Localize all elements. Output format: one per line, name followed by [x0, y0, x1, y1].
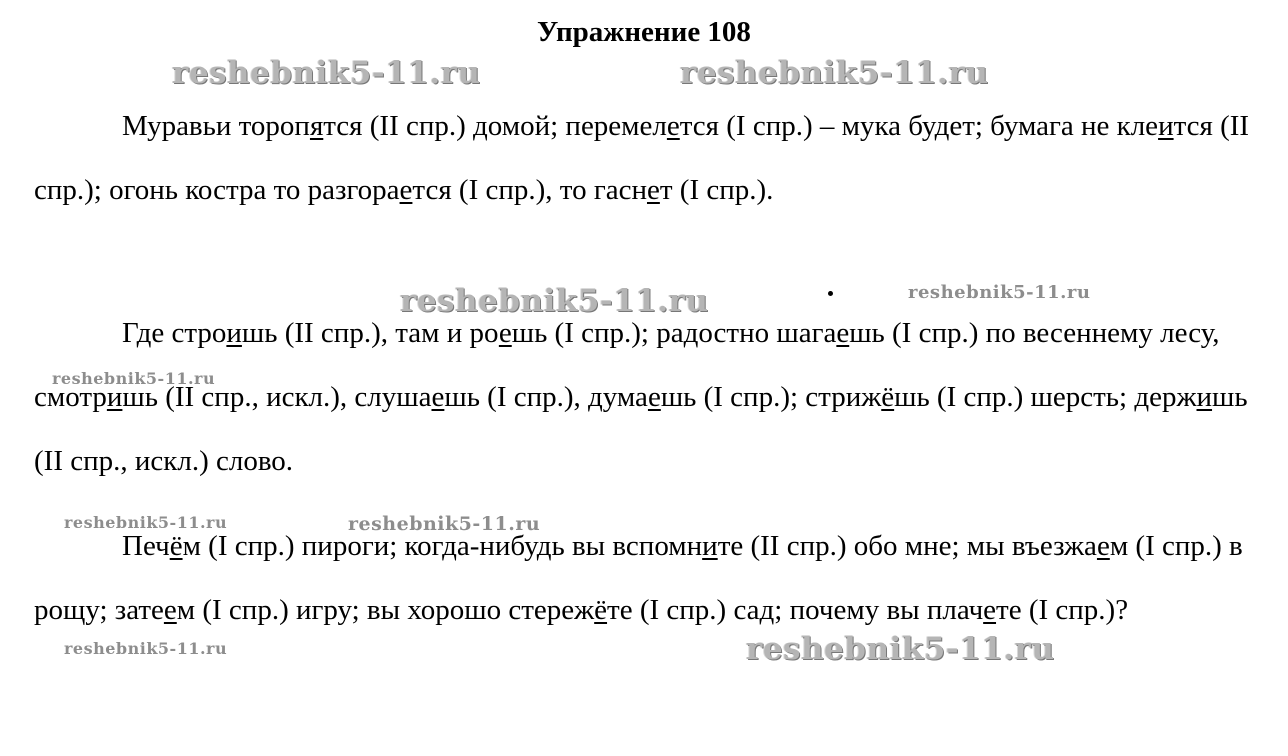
stray-dot: [828, 291, 833, 296]
text-segment: тся (II спр.) домой; перемел: [323, 110, 667, 142]
underlined-ending-letter: е: [399, 174, 413, 206]
text-segment: шь (I спр.); радостно шага: [511, 317, 837, 349]
text-segment: Муравьи тороп: [122, 110, 310, 142]
text-segment: те (I спр.) сад; почему вы плач: [607, 594, 984, 626]
underlined-ending-letter: е: [983, 594, 997, 626]
text-segment: м (I спр.) в рощу; зате: [34, 530, 1243, 626]
underlined-ending-letter: и: [106, 381, 123, 413]
text-segment: тся (II спр.); огонь костра то разгора: [34, 110, 1250, 206]
paragraph-3: [34, 514, 1264, 642]
underlined-ending-letter: ё: [169, 530, 183, 562]
underlined-ending-letter: е: [498, 317, 512, 349]
exercise-title: Упражнение 108: [537, 16, 751, 48]
watermark: reshebnik5-11.ru: [908, 282, 1091, 303]
text-segment: те (II спр.) обо мне; мы въезжа: [717, 530, 1097, 562]
text-segment: м (I спр.) пироги; когда-нибудь вы вспомн: [182, 530, 703, 562]
underlined-ending-letter: е: [1096, 530, 1110, 562]
watermark: reshebnik5-11.ru: [52, 369, 216, 388]
underlined-ending-letter: и: [1196, 381, 1213, 413]
watermark: reshebnik5-11.ru: [400, 283, 709, 319]
paragraph-2: [34, 301, 1264, 493]
text-segment: шь (II спр.), там и ро: [241, 317, 499, 349]
watermark: reshebnik5-11.ru: [64, 513, 228, 532]
underlined-ending-letter: е: [431, 381, 445, 413]
watermark: reshebnik5-11.ru: [680, 55, 989, 91]
underlined-ending-letter: ё: [594, 594, 608, 626]
text-segment: шь (II спр., искл.) слово.: [34, 381, 1248, 477]
watermark: reshebnik5-11.ru: [172, 55, 481, 91]
text-segment: те (I спр.)?: [996, 594, 1129, 626]
text-segment: шь (I спр.) шерсть; держ: [894, 381, 1197, 413]
paragraph-1: [34, 94, 1264, 222]
text-segment: шь (I спр.) по весеннему лесу, смотр: [34, 317, 1220, 413]
underlined-ending-letter: ё: [881, 381, 895, 413]
text-segment: шь (I спр.), дума: [444, 381, 648, 413]
underlined-ending-letter: е: [647, 381, 661, 413]
text-segment: тся (I спр.), то гасн: [412, 174, 647, 206]
text-segment: Печ: [122, 530, 170, 562]
text-segment: т (I спр.).: [659, 174, 774, 206]
underlined-ending-letter: е: [666, 110, 680, 142]
underlined-ending-letter: и: [226, 317, 242, 349]
underlined-ending-letter: и: [1158, 110, 1174, 142]
watermark: reshebnik5-11.ru: [64, 639, 228, 658]
underlined-ending-letter: е: [163, 594, 177, 626]
underlined-ending-letter: я: [309, 110, 324, 142]
text-segment: м (I спр.) игру; вы хорошо стереж: [176, 594, 595, 626]
underlined-ending-letter: и: [702, 530, 718, 562]
underlined-ending-letter: е: [836, 317, 850, 349]
watermark: reshebnik5-11.ru: [348, 513, 541, 535]
text-segment: шь (II спр., искл.), слуша: [122, 381, 432, 413]
text-segment: Где стро: [122, 317, 227, 349]
text-segment: шь (I спр.); стриж: [660, 381, 882, 413]
text-segment: тся (I спр.) – мука будет; бумага не кле: [679, 110, 1159, 142]
watermark: reshebnik5-11.ru: [746, 631, 1055, 667]
underlined-ending-letter: е: [646, 174, 660, 206]
